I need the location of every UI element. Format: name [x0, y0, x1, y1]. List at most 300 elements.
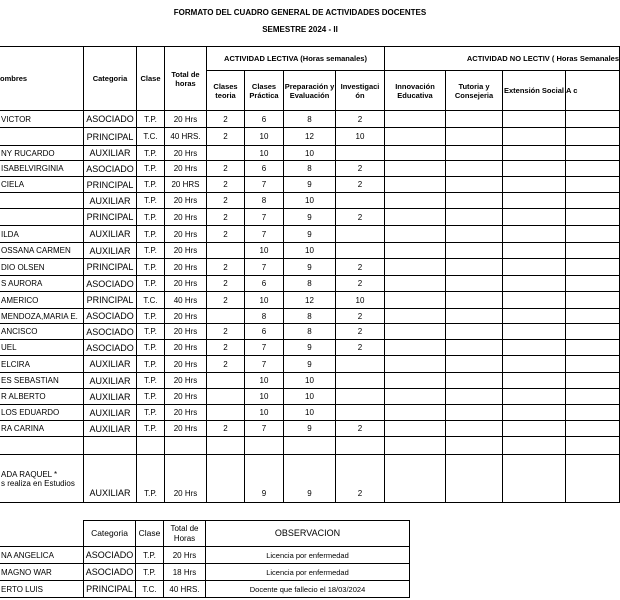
tutoria-cell [446, 389, 503, 405]
table-row [0, 243, 620, 259]
table-row [0, 356, 620, 373]
name-cell: ERTO LUIS [0, 581, 84, 598]
extra-cell [566, 421, 620, 437]
extension-cell [503, 324, 566, 340]
practica-cell: 8 [245, 193, 284, 209]
categoria-cell: AUXILIAR [84, 356, 137, 373]
practica-cell: 7 [245, 356, 284, 373]
teoria-cell: 2 [207, 421, 245, 437]
practica-cell: 7 [245, 421, 284, 437]
extension-cell [503, 340, 566, 356]
name-cell: VICTOR [0, 111, 84, 128]
leave-header-total: Total de Horas [164, 521, 206, 547]
tutoria-cell [446, 146, 503, 161]
practica-cell: 9 [245, 455, 284, 503]
practica-cell: 7 [245, 177, 284, 193]
extension-cell [503, 292, 566, 309]
preparacion-cell: 8 [284, 111, 336, 128]
total-cell: 20 Hrs [165, 356, 207, 373]
categoria-cell: AUXILIAR [84, 146, 137, 161]
name-line-2: s realiza en Estudios [1, 478, 75, 488]
leave-header-observacion: OBSERVACION [206, 521, 410, 547]
header-clase: Clase [137, 47, 165, 111]
name-cell: ELCIRA [0, 356, 84, 373]
preparacion-cell: 10 [284, 405, 336, 421]
table-row [0, 259, 620, 276]
table-row [0, 389, 620, 405]
observacion-cell: Licencia por enfermedad [206, 564, 410, 581]
innovacion-cell [385, 340, 446, 356]
table-row [0, 292, 620, 309]
clase-cell: T.P. [137, 111, 165, 128]
categoria-cell: PRINCIPAL [84, 259, 137, 276]
name-cell: RA CARINA [0, 421, 84, 437]
leave-row [0, 581, 410, 598]
total-cell: 20 Hrs [165, 405, 207, 421]
table-row [0, 209, 620, 226]
header-clases-teoria: Clases teoria [207, 71, 245, 111]
clase-cell: T.C. [137, 128, 165, 146]
investigacion-cell: 2 [336, 161, 385, 177]
investigacion-cell: 10 [336, 292, 385, 309]
clase-cell: T.P. [137, 405, 165, 421]
clase-cell: T.C. [137, 292, 165, 309]
extra-cell [566, 226, 620, 243]
empty-cell [446, 437, 503, 455]
categoria-cell: ASOCIADO [84, 111, 137, 128]
name-cell [0, 193, 84, 209]
header-investigacion: Investigaci ón [336, 71, 385, 111]
preparacion-cell: 8 [284, 324, 336, 340]
clase-cell: T.P. [137, 146, 165, 161]
clase-cell: T.P. [137, 276, 165, 292]
preparacion-cell: 9 [284, 421, 336, 437]
clase-cell: T.P. [137, 389, 165, 405]
total-cell: 20 Hrs [165, 146, 207, 161]
empty-cell [503, 437, 566, 455]
investigacion-cell [336, 243, 385, 259]
innovacion-cell [385, 243, 446, 259]
innovacion-cell [385, 292, 446, 309]
table-row [0, 421, 620, 437]
teoria-cell [207, 373, 245, 389]
investigacion-cell: 2 [336, 455, 385, 503]
header-innovacion: Innovación Educativa [385, 71, 446, 111]
teoria-cell [207, 405, 245, 421]
preparacion-cell: 9 [284, 259, 336, 276]
teoria-cell: 2 [207, 111, 245, 128]
tutoria-cell [446, 356, 503, 373]
leave-header-categoria: Categoria [84, 521, 136, 547]
name-cell: OSSANA CARMEN [0, 243, 84, 259]
table-row [0, 455, 620, 503]
preparacion-cell: 8 [284, 276, 336, 292]
clase-cell: T.P. [137, 324, 165, 340]
header-clases-practica: Clases Práctica [245, 71, 284, 111]
investigacion-cell [336, 146, 385, 161]
empty-cell [0, 437, 84, 455]
extension-cell [503, 405, 566, 421]
semester-label: SEMESTRE 2024 - II [262, 25, 338, 34]
table-row [0, 177, 620, 193]
extra-cell [566, 209, 620, 226]
name-line-1: ADA RAQUEL * [1, 469, 58, 479]
teoria-cell: 2 [207, 356, 245, 373]
extension-cell [503, 177, 566, 193]
teoria-cell: 2 [207, 128, 245, 146]
clase-cell: T.P. [137, 356, 165, 373]
total-cell: 20 Hrs [164, 547, 206, 564]
extra-cell [566, 292, 620, 309]
practica-cell: 10 [245, 389, 284, 405]
innovacion-cell [385, 128, 446, 146]
investigacion-cell: 2 [336, 177, 385, 193]
preparacion-cell: 9 [284, 177, 336, 193]
categoria-cell: ASOCIADO [84, 547, 136, 564]
tutoria-cell [446, 111, 503, 128]
table-row [0, 226, 620, 243]
header-actividad-lectiva: ACTIVIDAD LECTIVA (Horas semanales) [207, 47, 385, 71]
innovacion-cell [385, 356, 446, 373]
extra-cell [566, 259, 620, 276]
teoria-cell [207, 309, 245, 324]
empty-cell [84, 437, 137, 455]
extra-cell [566, 373, 620, 389]
preparacion-cell: 10 [284, 373, 336, 389]
total-cell: 20 Hrs [165, 373, 207, 389]
total-cell: 20 Hrs [165, 340, 207, 356]
name-cell: ISABELVIRGINIA [0, 161, 84, 177]
name-cell: ES SEBASTIAN [0, 373, 84, 389]
header-preparacion: Preparación y Evaluación [284, 71, 336, 111]
total-cell: 20 HRS [165, 177, 207, 193]
preparacion-cell: 10 [284, 389, 336, 405]
tutoria-cell [446, 177, 503, 193]
clase-cell: T.P. [137, 226, 165, 243]
practica-cell: 10 [245, 146, 284, 161]
header-tutoria: Tutoria y Consejeria [446, 71, 503, 111]
teoria-cell [207, 243, 245, 259]
practica-cell: 6 [245, 276, 284, 292]
investigacion-cell: 2 [336, 111, 385, 128]
total-cell: 40 Hrs [165, 292, 207, 309]
preparacion-cell: 9 [284, 455, 336, 503]
tutoria-cell [446, 421, 503, 437]
table-row [0, 405, 620, 421]
header-nombres: ombres [0, 47, 84, 111]
tutoria-cell [446, 209, 503, 226]
name-cell: CIELA [0, 177, 84, 193]
total-cell: 20 Hrs [165, 226, 207, 243]
table-row [0, 161, 620, 177]
categoria-cell: AUXILIAR [84, 455, 137, 503]
total-cell: 20 Hrs [165, 209, 207, 226]
name-cell: UEL [0, 340, 84, 356]
preparacion-cell: 12 [284, 128, 336, 146]
extra-cell [566, 177, 620, 193]
categoria-cell: AUXILIAR [84, 421, 137, 437]
categoria-cell: PRINCIPAL [84, 581, 136, 598]
header-categoria: Categoria [84, 47, 137, 111]
tutoria-cell [446, 324, 503, 340]
leave-header-clase: Clase [136, 521, 164, 547]
tutoria-cell [446, 309, 503, 324]
leave-row [0, 564, 410, 581]
categoria-cell: AUXILIAR [84, 226, 137, 243]
extension-cell [503, 146, 566, 161]
practica-cell: 7 [245, 340, 284, 356]
tutoria-cell [446, 373, 503, 389]
name-cell [0, 455, 84, 503]
tutoria-cell [446, 243, 503, 259]
categoria-cell: ASOCIADO [84, 161, 137, 177]
extra-cell [566, 146, 620, 161]
investigacion-cell [336, 226, 385, 243]
extra-cell [566, 128, 620, 146]
investigacion-cell: 2 [336, 421, 385, 437]
innovacion-cell [385, 111, 446, 128]
investigacion-cell: 2 [336, 276, 385, 292]
name-cell: NA ANGELICA [0, 547, 84, 564]
header-extra: A c [566, 71, 620, 111]
total-cell: 20 Hrs [165, 193, 207, 209]
total-cell: 20 Hrs [165, 243, 207, 259]
extra-cell [566, 161, 620, 177]
categoria-cell: ASOCIADO [84, 340, 137, 356]
extension-cell [503, 193, 566, 209]
table-row [0, 324, 620, 340]
teoria-cell: 2 [207, 340, 245, 356]
leave-row [0, 547, 410, 564]
innovacion-cell [385, 405, 446, 421]
categoria-cell: AUXILIAR [84, 373, 137, 389]
extra-cell [566, 111, 620, 128]
clase-cell: T.C. [136, 581, 164, 598]
teoria-cell: 2 [207, 209, 245, 226]
innovacion-cell [385, 193, 446, 209]
observacion-cell: Licencia por enfermedad [206, 547, 410, 564]
investigacion-cell: 2 [336, 209, 385, 226]
teoria-cell: 2 [207, 161, 245, 177]
tutoria-cell [446, 161, 503, 177]
extension-cell [503, 161, 566, 177]
clase-cell: T.P. [137, 243, 165, 259]
innovacion-cell [385, 161, 446, 177]
practica-cell: 7 [245, 259, 284, 276]
name-cell [0, 128, 84, 146]
preparacion-cell: 9 [284, 340, 336, 356]
extension-cell [503, 111, 566, 128]
extra-cell [566, 243, 620, 259]
extra-cell [566, 356, 620, 373]
header-extension: Extensión Social [503, 71, 566, 111]
name-cell: ANCISCO [0, 324, 84, 340]
categoria-cell: AUXILIAR [84, 243, 137, 259]
clase-cell: T.P. [137, 373, 165, 389]
tutoria-cell [446, 276, 503, 292]
practica-cell: 6 [245, 161, 284, 177]
empty-cell [165, 437, 207, 455]
practica-cell: 7 [245, 226, 284, 243]
teoria-cell: 2 [207, 259, 245, 276]
total-cell: 20 Hrs [165, 276, 207, 292]
extension-cell [503, 128, 566, 146]
extension-cell [503, 259, 566, 276]
investigacion-cell [336, 356, 385, 373]
name-cell [0, 209, 84, 226]
clase-cell: T.P. [137, 259, 165, 276]
document-title: FORMATO DEL CUADRO GENERAL DE ACTIVIDADES DOCENTES [173, 8, 427, 17]
practica-cell: 10 [245, 405, 284, 421]
investigacion-cell [336, 389, 385, 405]
investigacion-cell [336, 373, 385, 389]
innovacion-cell [385, 276, 446, 292]
leave-table [0, 520, 410, 598]
preparacion-cell: 9 [284, 226, 336, 243]
practica-cell: 6 [245, 111, 284, 128]
categoria-cell: ASOCIADO [84, 324, 137, 340]
preparacion-cell: 10 [284, 243, 336, 259]
total-cell: 20 Hrs [165, 455, 207, 503]
categoria-cell: AUXILIAR [84, 389, 137, 405]
extension-cell [503, 243, 566, 259]
empty-cell [245, 437, 284, 455]
name-cell: MAGNO WAR [0, 564, 84, 581]
tutoria-cell [446, 259, 503, 276]
innovacion-cell [385, 421, 446, 437]
extra-cell [566, 455, 620, 503]
preparacion-cell: 8 [284, 161, 336, 177]
total-cell: 20 Hrs [165, 259, 207, 276]
practica-cell: 6 [245, 324, 284, 340]
practica-cell: 10 [245, 373, 284, 389]
categoria-cell: ASOCIADO [84, 564, 136, 581]
innovacion-cell [385, 177, 446, 193]
tutoria-cell [446, 405, 503, 421]
preparacion-cell: 9 [284, 356, 336, 373]
total-cell: 40 HRS. [164, 581, 206, 598]
clase-cell: T.P. [136, 547, 164, 564]
table-row [0, 128, 620, 146]
teoria-cell: 2 [207, 276, 245, 292]
extra-cell [566, 276, 620, 292]
extension-cell [503, 276, 566, 292]
categoria-cell: ASOCIADO [84, 309, 137, 324]
spacer-row [0, 437, 620, 455]
empty-cell [207, 437, 245, 455]
categoria-cell: PRINCIPAL [84, 209, 137, 226]
practica-cell: 10 [245, 292, 284, 309]
table-row [0, 146, 620, 161]
extension-cell [503, 373, 566, 389]
name-cell: LOS EDUARDO [0, 405, 84, 421]
table-row [0, 309, 620, 324]
innovacion-cell [385, 209, 446, 226]
clase-cell: T.P. [137, 340, 165, 356]
extension-cell [503, 421, 566, 437]
table-row [0, 111, 620, 128]
extension-cell [503, 389, 566, 405]
extra-cell [566, 309, 620, 324]
extra-cell [566, 324, 620, 340]
tutoria-cell [446, 455, 503, 503]
extra-cell [566, 405, 620, 421]
categoria-cell: PRINCIPAL [84, 292, 137, 309]
categoria-cell: AUXILIAR [84, 405, 137, 421]
name-cell: S AURORA [0, 276, 84, 292]
name-cell: DIO OLSEN [0, 259, 84, 276]
header-actividad-no-lectiva: ACTIVIDAD NO LECTIV ( Horas Semanales [385, 47, 620, 71]
preparacion-cell: 10 [284, 193, 336, 209]
clase-cell: T.P. [137, 209, 165, 226]
innovacion-cell [385, 259, 446, 276]
tutoria-cell [446, 128, 503, 146]
table-row [0, 193, 620, 209]
total-cell: 20 Hrs [165, 161, 207, 177]
extension-cell [503, 209, 566, 226]
tutoria-cell [446, 292, 503, 309]
clase-cell: T.P. [136, 564, 164, 581]
teoria-cell [207, 389, 245, 405]
investigacion-cell: 2 [336, 309, 385, 324]
name-cell: ILDA [0, 226, 84, 243]
extra-cell [566, 193, 620, 209]
name-cell: R ALBERTO [0, 389, 84, 405]
preparacion-cell: 10 [284, 146, 336, 161]
clase-cell: T.P. [137, 309, 165, 324]
teoria-cell: 2 [207, 193, 245, 209]
total-cell: 20 Hrs [165, 111, 207, 128]
clase-cell: T.P. [137, 455, 165, 503]
empty-cell [566, 437, 620, 455]
table-row [0, 276, 620, 292]
practica-cell: 10 [245, 128, 284, 146]
total-cell: 18 Hrs [164, 564, 206, 581]
name-cell: NY RUCARDO [0, 146, 84, 161]
preparacion-cell: 8 [284, 309, 336, 324]
teoria-cell: 2 [207, 177, 245, 193]
teoria-cell [207, 455, 245, 503]
categoria-cell: PRINCIPAL [84, 177, 137, 193]
teoria-cell: 2 [207, 324, 245, 340]
investigacion-cell: 10 [336, 128, 385, 146]
table-row [0, 340, 620, 356]
observacion-cell: Docente que fallecio el 18/03/2024 [206, 581, 410, 598]
teoria-cell: 2 [207, 226, 245, 243]
extension-cell [503, 356, 566, 373]
tutoria-cell [446, 193, 503, 209]
empty-cell [284, 437, 336, 455]
innovacion-cell [385, 455, 446, 503]
categoria-cell: PRINCIPAL [84, 128, 137, 146]
extension-cell [503, 309, 566, 324]
categoria-cell: AUXILIAR [84, 193, 137, 209]
empty-cell [385, 437, 446, 455]
practica-cell: 8 [245, 309, 284, 324]
empty-cell [336, 437, 385, 455]
name-cell: MENDOZA,MARIA E. [0, 309, 84, 324]
clase-cell: T.P. [137, 421, 165, 437]
innovacion-cell [385, 309, 446, 324]
teoria-cell: 2 [207, 292, 245, 309]
innovacion-cell [385, 373, 446, 389]
empty-cell [137, 437, 165, 455]
innovacion-cell [385, 146, 446, 161]
total-cell: 20 Hrs [165, 421, 207, 437]
investigacion-cell: 2 [336, 324, 385, 340]
header-total-horas: Total de horas [165, 47, 207, 111]
investigacion-cell: 2 [336, 259, 385, 276]
